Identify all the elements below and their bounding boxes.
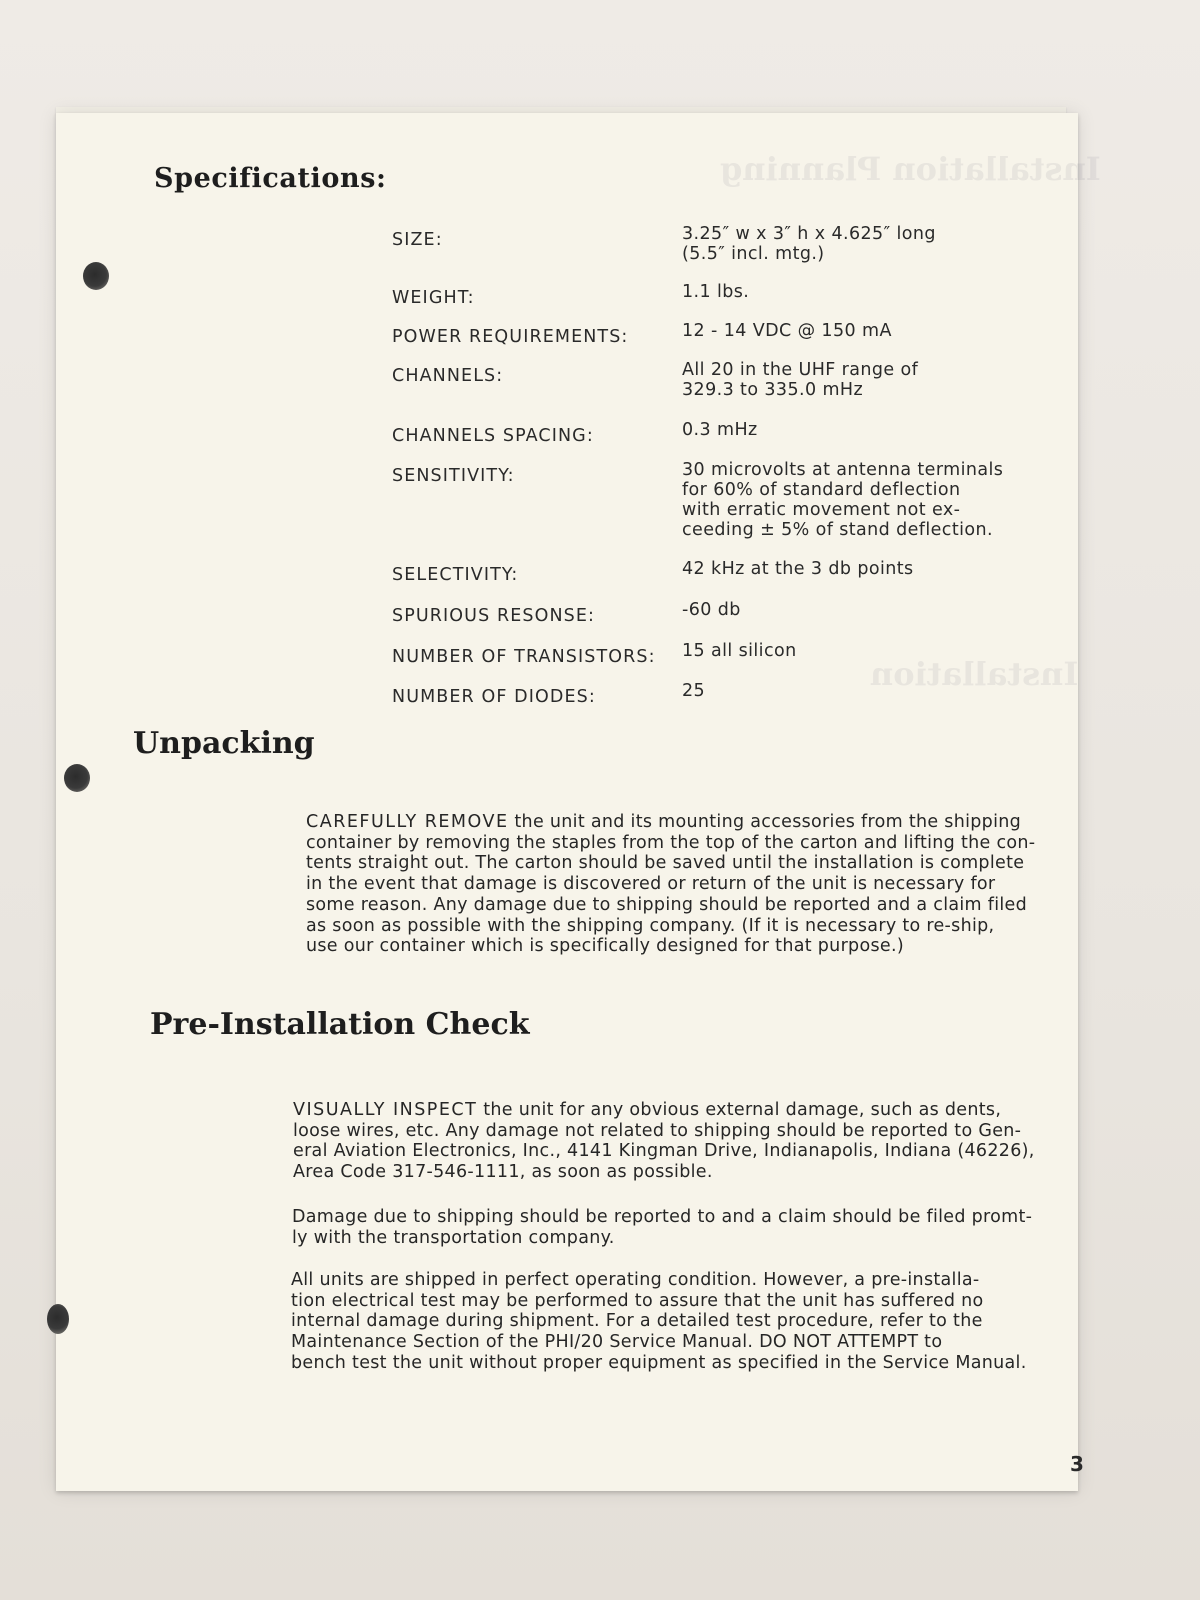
visual-inspect-paragraph: VISUALLY INSPECT the unit for any obvious external damage, such as dents, loose wires, etc. Any damage not related to shipping should be reported to Gen- eral Aviation Electronics, Inc., 4141 Kingman Drive, Indianapolis, Indiana (46226), Area Code 317-546-1111, as soon as possible. bbox=[293, 1100, 1035, 1183]
shipping-damage-paragraph: Damage due to shipping should be reported to and a claim should be filed promt- ly with the transportation company. bbox=[292, 1207, 1033, 1248]
page-number: 3 bbox=[1070, 1452, 1084, 1476]
punch-hole bbox=[64, 764, 90, 792]
spec-label: CHANNELS SPACING: bbox=[392, 426, 594, 446]
spec-value: 12 - 14 VDC @ 150 mA bbox=[682, 321, 892, 341]
punch-hole bbox=[83, 262, 109, 290]
spec-value: -60 db bbox=[682, 600, 741, 620]
pre-installation-heading: Pre-Installation Check bbox=[150, 1007, 530, 1042]
spec-label: NUMBER OF DIODES: bbox=[392, 687, 596, 707]
spec-value: 42 kHz at the 3 db points bbox=[682, 559, 914, 579]
unpacking-lead: CAREFULLY REMOVE bbox=[306, 812, 509, 832]
spec-value: 25 bbox=[682, 681, 706, 701]
unpacking-heading: Unpacking bbox=[133, 726, 315, 761]
spec-label: WEIGHT: bbox=[392, 288, 475, 308]
spec-label: NUMBER OF TRANSISTORS: bbox=[392, 647, 656, 667]
spec-value: 0.3 mHz bbox=[682, 420, 758, 440]
spec-label: SPURIOUS RESONSE: bbox=[392, 606, 595, 626]
operating-condition-paragraph: All units are shipped in perfect operating condition. However, a pre-installa- tion electrical test may be performed to assure that the unit has suffered no internal damage during shipment. For a detailed test procedure, refer to the Maintenance Section of the PHI/20 Service Manual. DO NOT ATTEMPT to bench test the unit without proper equipment as specified in the Service Manual. bbox=[291, 1270, 1027, 1373]
spec-value: 3.25″ w x 3″ h x 4.625″ long (5.5″ incl. mtg.) bbox=[682, 224, 936, 264]
bleed-through-heading: Installation bbox=[870, 655, 1079, 693]
spec-value: 15 all silicon bbox=[682, 641, 797, 661]
spec-value: 1.1 lbs. bbox=[682, 282, 750, 302]
spec-value: 30 microvolts at antenna terminals for 60% of standard deflection with erratic movement not ex- ceeding ± 5% of stand deflection. bbox=[682, 460, 1004, 540]
spec-label: CHANNELS: bbox=[392, 366, 504, 386]
unpacking-paragraph: CAREFULLY REMOVE the unit and its mounting accessories from the shipping container by removing the staples from the top of the carton and lifting the con- tents straight out. The carton should be saved until the installation is complete in the event that damage is discovered or return of the unit is necessary for some reason. Any damage due to shipping should be reported and a claim filed as soon as possible with the shipping company. (If it is necessary to re-ship, use our container which is specifically designed for that purpose.) bbox=[306, 812, 1036, 957]
spec-label: POWER REQUIREMENTS: bbox=[392, 327, 629, 347]
punch-hole bbox=[47, 1304, 69, 1334]
specifications-heading: Specifications: bbox=[154, 163, 387, 194]
spec-label: SENSITIVITY: bbox=[392, 466, 515, 486]
spec-label: SIZE: bbox=[392, 230, 443, 250]
bleed-through-heading: Installation Planning bbox=[720, 150, 1101, 188]
spec-label: SELECTIVITY: bbox=[392, 565, 519, 585]
spec-value: All 20 in the UHF range of 329.3 to 335.0 mHz bbox=[682, 360, 919, 400]
visual-inspect-lead: VISUALLY INSPECT bbox=[293, 1100, 478, 1120]
